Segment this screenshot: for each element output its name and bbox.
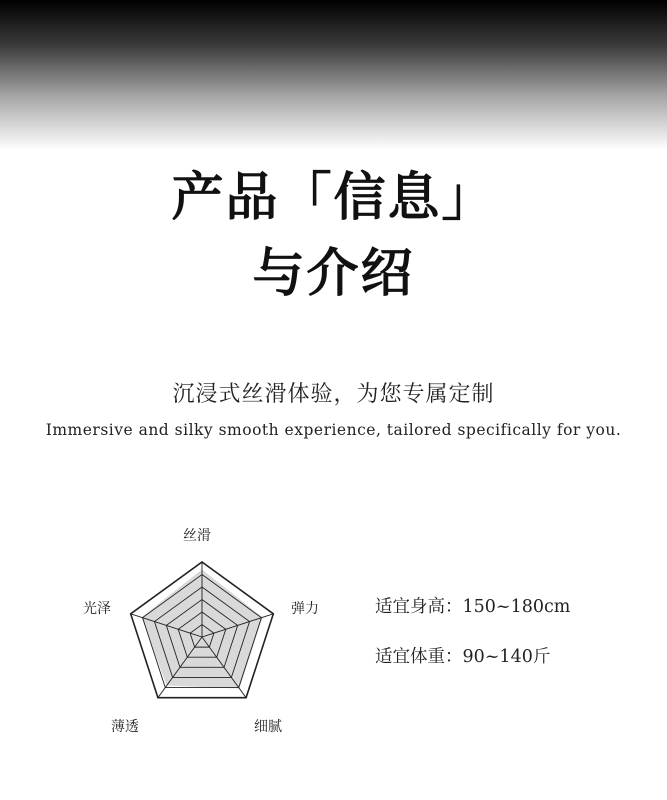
top-gradient-banner — [0, 0, 667, 150]
radar-label-gloss: 光泽 — [83, 601, 111, 617]
subtitle-chinese: 沉浸式丝滑体验，为您专属定制 — [172, 382, 495, 407]
spec-list — [375, 595, 570, 695]
spec-height: 适宜身高：150~180cm — [375, 597, 571, 617]
radar-label-fineness: 细腻 — [254, 719, 282, 735]
spec-weight: 适宜体重：90~140斤 — [375, 647, 551, 667]
radar-label-silky: 丝滑 — [183, 528, 211, 544]
radar-chart — [60, 515, 350, 775]
subtitle-english: Immersive and silky smooth experience, tailored specifically for you. — [45, 421, 622, 439]
radar-chart-svg — [60, 515, 350, 775]
page-title-line2: 与介绍 — [252, 243, 415, 304]
radar-label-elasticity: 弹力 — [291, 601, 319, 617]
page-title-line1: 产品「信息」 — [171, 167, 496, 228]
radar-label-sheerness: 薄透 — [111, 719, 139, 735]
